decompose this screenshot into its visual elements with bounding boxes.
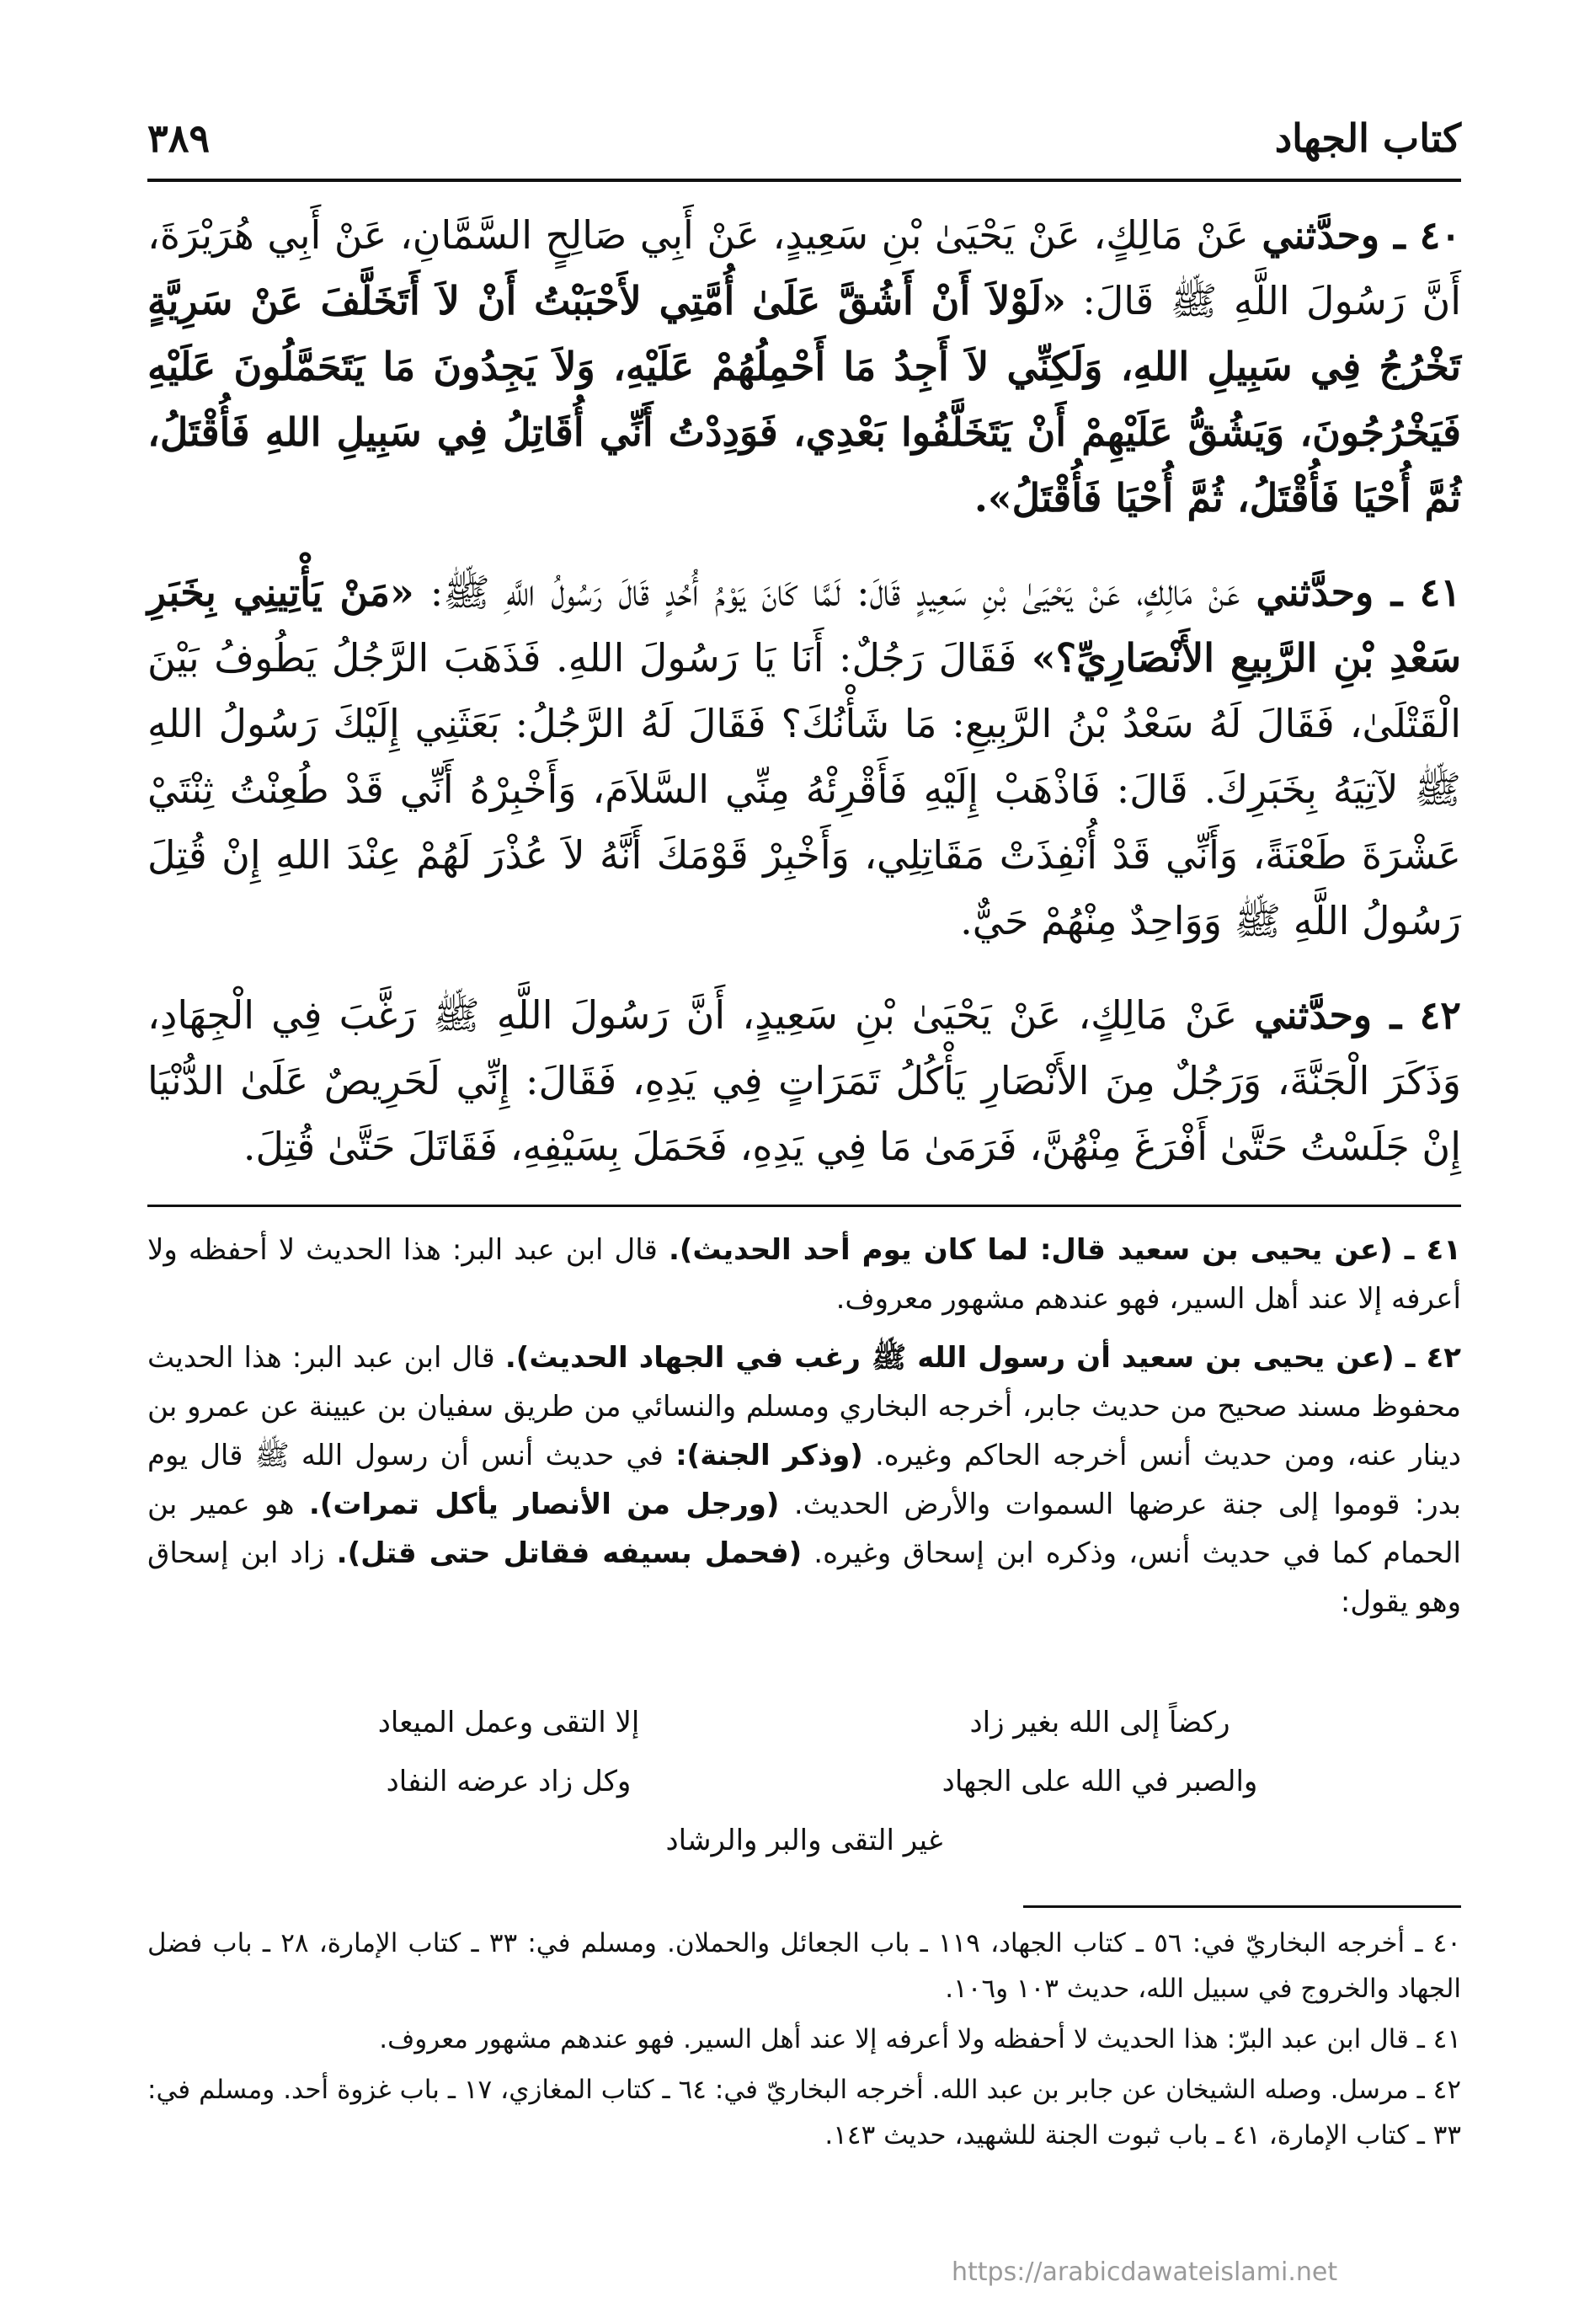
footnote-42: ٤٢ ـ مرسل. وصله الشيخان عن جابر بن عبد الله. أخرجه البخاريّ في: ٦٤ ـ كتاب المغازي، ١٧ ـ باب غزوة أحد. ومسلم في: ٣٣ ـ كتاب الإمارة، ٤١ ـ باب ثبوت الجنة للشهيد، حديث ١٤٣. xyxy=(147,2075,1461,2150)
footnotes xyxy=(147,1921,1461,2163)
poem-verse xyxy=(236,1693,1373,1752)
footnote-41: ٤١ ـ قال ابن عبد البرّ: هذا الحديث لا أحفظه ولا أعرفه إلا عند أهل السير. فهو عندهم مشهور معروف. xyxy=(379,2024,1461,2054)
commentary-41 xyxy=(147,1226,1461,1323)
hadith-isnad: عَنْ مَالِكٍ، عَنْ يَحْيَىٰ بْنِ سَعِيدٍ قَالَ: لَمَّا كَانَ يَوْمُ أُحُدٍ قَالَ رَسُولُ اللَّهِ ﷺ: xyxy=(429,569,1240,615)
page-header xyxy=(147,108,1461,168)
hadith-body: عَنْ مَالِكٍ، عَنْ يَحْيَىٰ بْنِ سَعِيدٍ، أَنَّ رَسُولَ اللَّهِ ﷺ رَغَّبَ فِي الْجِهَادِ، وَذَكَرَ الْجَنَّةَ، وَرَجُلٌ مِنَ الأَنْصَارِ يَأْكُلُ تَمَرَاتٍ فِي يَدِهِ، فَقَالَ: إِنِّي لَحَرِيصٌ عَلَىٰ الدُّنْيَا إِنْ جَلَسْتُ حَتَّىٰ أَفْرَغَ مِنْهُنَّ، فَرَمَىٰ مَا فِي يَدِهِ، فَحَمَلَ بِسَيْفِهِ، فَقَاتَلَ حَتَّىٰ قُتِلَ. xyxy=(147,992,1461,1169)
watermark: https://arabicdawateislami.net xyxy=(952,2257,1338,2287)
poem-hemistich: إلا التقى وعمل الميعاد xyxy=(377,1706,640,1739)
poem-hemistich: ركضاً إلى الله بغير زاد xyxy=(969,1706,1230,1739)
poem-verse xyxy=(236,1752,1373,1811)
commentary-text: زاد ابن إسحاق وهو يقول: xyxy=(147,1536,1461,1619)
commentary-heading: (فحمل بسيفه فقاتل حتى قتل). xyxy=(336,1536,803,1570)
hadith-continuation: فَقَالَ رَجُلٌ: أَنَا يَا رَسُولَ اللهِ. فَذَهَبَ الرَّجُلُ يَطُوفُ بَيْنَ الْقَتْلَىٰ، فَقَالَ لَهُ سَعْدُ بْنُ الرَّبِيعِ: مَا شَأْنُكَ؟ فَقَالَ لَهُ الرَّجُلُ: بَعَثَنِي إِلَيْكَ رَسُولُ اللهِ ﷺ لآتِيَهُ بِخَبَرِكَ. قَالَ: فَاذْهَبْ إِلَيْهِ فَأَقْرِئْهُ مِنِّي السَّلاَمَ، وَأَخْبِرْهُ أَنِّي قَدْ طُعِنْتُ ثِنْتَيْ عَشْرَةَ طَعْنَةً، وَأَنِّي قَدْ أُنْفِذَتْ مَقَاتِلِي، وَأَخْبِرْ قَوْمَكَ أَنَّهُ لاَ عُذْرَ لَهُمْ عِنْدَ اللهِ إِنْ قُتِلَ رَسُولُ اللَّهِ ﷺ وَوَاحِدٌ مِنْهُمْ حَيٌّ. xyxy=(147,635,1461,943)
commentary-heading: ٤٢ ـ (عن يحيى بن سعيد أن رسول الله ﷺ رغب في الجهاد الحديث). xyxy=(504,1341,1461,1375)
hadith-quote: «لَوْلاَ أَنْ أَشُقَّ عَلَىٰ أُمَّتِي لأَحْبَبْتُ أَنْ لاَ أَتَخَلَّفَ عَنْ سَرِيَّةٍ تَخْرُجُ فِي سَبِيلِ اللهِ، وَلَكِنِّي لاَ أَجِدُ مَا أَحْمِلُهُمْ عَلَيْهِ، وَلاَ يَجِدُونَ مَا يَتَحَمَّلُونَ عَلَيْهِ فَيَخْرُجُونَ، وَيَشُقُّ عَلَيْهِمْ أَنْ يَتَخَلَّفُوا بَعْدِي، فَوَدِدْتُ أَنِّي أُقَاتِلُ فِي سَبِيلِ اللهِ فَأُقْتَلُ، ثُمَّ أُحْيَا فَأُقْتَلُ، ثُمَّ أُحْيَا فَأُقْتَلُ». xyxy=(147,278,1461,521)
commentary xyxy=(147,1226,1461,1637)
hadith-isnad: عَنْ مَالِكٍ، عَنْ يَحْيَىٰ بْنِ سَعِيدٍ، عَنْ أَبِي صَالِحٍ السَّمَّانِ، عَنْ أَبِي هُرَيْرَةَ، أَنَّ رَسُولَ اللَّهِ ﷺ قَالَ: xyxy=(147,212,1462,323)
page-number: ٣٨٩ xyxy=(147,115,211,161)
commentary-text: هو عمير بن الحمام كما في حديث أنس، وذكره ابن إسحاق وغيره. xyxy=(147,1488,1462,1570)
hadith-40 xyxy=(147,202,1461,531)
hadith-text xyxy=(147,202,1461,1208)
commentary-42 xyxy=(147,1333,1461,1627)
poem-hemistich: وكل زاد عرضه النفاد xyxy=(386,1765,632,1798)
commentary-text: قال ابن عبد البر: هذا الحديث لا أحفظه ولا أعرفه إلا عند أهل السير، فهو عندهم مشهور معروف. xyxy=(147,1233,1461,1316)
commentary-text: في حديث أنس أن رسول الله ﷺ قال يوم بدر: قوموا إلى جنة عرضها السموات والأرض الحديث. xyxy=(147,1439,1462,1521)
chapter-title: كتاب الجهاد xyxy=(1274,115,1461,161)
footnote-40: ٤٠ ـ أخرجه البخاريّ في: ٥٦ ـ كتاب الجهاد، ١١٩ ـ باب الجعائل والحملان. ومسلم في: ٣٣ ـ كتاب الإمارة، ٢٨ ـ باب فضل الجهاد والخروج في سبيل الله، حديث ١٠٣ و١٠٦. xyxy=(147,1928,1461,2004)
commentary-heading: (ورجل من الأنصار يأكل تمرات). xyxy=(308,1488,780,1521)
header-rule xyxy=(147,179,1461,182)
hadith-quote: «مَنْ يَأْتِينِي بِخَبَرِ سَعْدِ بْنِ الرَّبِيعِ الأَنْصَارِيِّ؟» xyxy=(147,569,1461,681)
commentary-heading: (وذكر الجنة): xyxy=(675,1439,863,1472)
hadith-lead: ٤١ ـ وحدَّثني xyxy=(1256,569,1462,615)
hadith-42 xyxy=(147,982,1461,1179)
commentary-text: قال ابن عبد البر: هذا الحديث محفوظ مسند صحيح من حديث جابر، أخرجه البخاري ومسلم والنسائي من طريق سفيان بن عيينة عن عمرو بن دينار عنه، ومن حديث أنس أخرجه الحاكم وغيره. xyxy=(147,1341,1461,1472)
hadith-lead: ٤٠ ـ وحدَّثني xyxy=(1262,212,1461,258)
hadith-41 xyxy=(147,559,1461,954)
commentary-heading: ٤١ ـ (عن يحيى بن سعيد قال: لما كان يوم أحد الحديث). xyxy=(668,1233,1461,1267)
poem xyxy=(236,1693,1373,1870)
footnote-rule xyxy=(1023,1905,1461,1908)
poem-final-line: غير التقى والبر والرشاد xyxy=(665,1824,943,1857)
hadith-lead: ٤٢ ـ وحدَّثني xyxy=(1254,992,1462,1038)
commentary-rule xyxy=(147,1205,1461,1207)
poem-hemistich: والصبر في الله على الجهاد xyxy=(942,1765,1258,1798)
